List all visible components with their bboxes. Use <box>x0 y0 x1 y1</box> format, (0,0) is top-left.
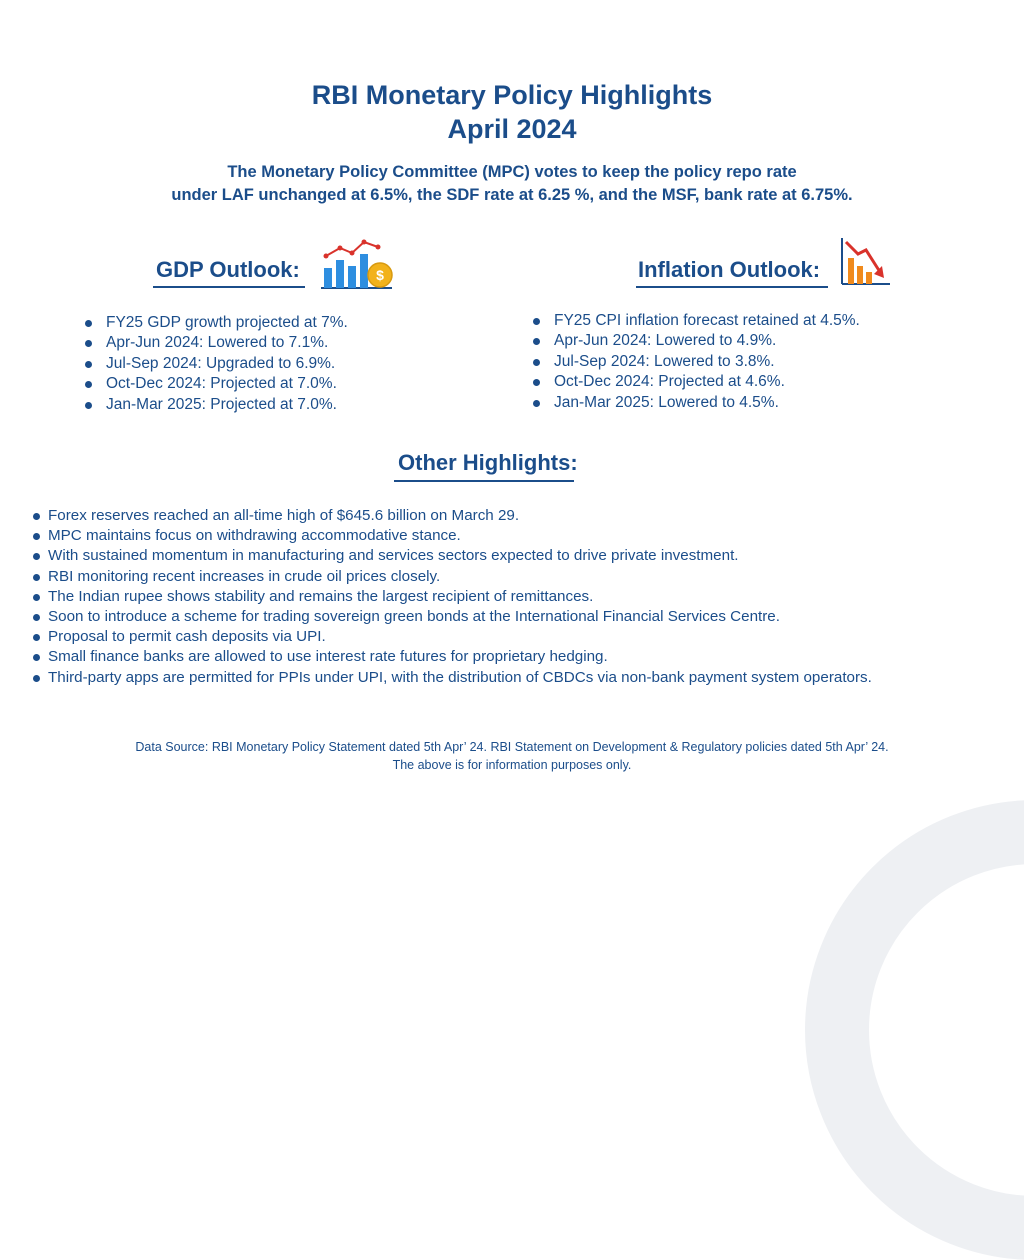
gdp-outlook-heading: GDP Outlook: <box>156 257 300 282</box>
inflation-heading-underline <box>636 286 828 288</box>
list-item: Oct-Dec 2024: Projected at 7.0%. <box>82 374 348 394</box>
declining-chart-icon <box>836 236 892 288</box>
list-item: Soon to introduce a scheme for trading sovereign green bonds at the International Financial Services Centre. <box>33 607 872 627</box>
list-item: Apr-Jun 2024: Lowered to 4.9%. <box>530 331 860 351</box>
bullet-dot <box>533 338 540 345</box>
bullet-dot <box>33 533 40 540</box>
decorative-ring <box>805 800 1024 1260</box>
bullet-dot <box>33 553 40 560</box>
subtitle-line-1: The Monetary Policy Committee (MPC) votes to keep the policy repo rate <box>227 163 797 181</box>
page-title: RBI Monetary Policy Highlights <box>311 80 713 110</box>
bullet-dot <box>85 340 92 347</box>
inflation-outlook-heading: Inflation Outlook: <box>638 257 821 282</box>
other-highlights-heading: Other Highlights: <box>398 450 578 475</box>
bullet-dot <box>33 574 40 581</box>
list-item: FY25 CPI inflation forecast retained at 4.5%. <box>530 311 860 331</box>
bullet-dot <box>33 675 40 682</box>
disclaimer-note: The above is for information purposes only. <box>392 758 632 772</box>
bullet-dot <box>533 359 540 366</box>
page-title-date: April 2024 <box>447 114 577 144</box>
list-item: Jan-Mar 2025: Lowered to 4.5%. <box>530 393 860 413</box>
svg-text:$: $ <box>376 267 384 283</box>
bullet-dot <box>85 361 92 368</box>
list-item: FY25 GDP growth projected at 7%. <box>82 313 348 333</box>
bullet-dot <box>85 402 92 409</box>
bullet-dot <box>33 513 40 520</box>
list-item: With sustained momentum in manufacturing and services sectors expected to drive private investment. <box>33 546 872 566</box>
list-item: RBI monitoring recent increases in crude oil prices closely. <box>33 567 872 587</box>
bullet-dot <box>85 381 92 388</box>
list-item: Oct-Dec 2024: Projected at 4.6%. <box>530 372 860 392</box>
bullet-dot <box>533 318 540 325</box>
gdp-heading-underline <box>153 286 305 288</box>
bullet-dot <box>33 594 40 601</box>
list-item: Small finance banks are allowed to use interest rate futures for proprietary hedging. <box>33 647 872 667</box>
bullet-dot <box>533 400 540 407</box>
list-item: Jul-Sep 2024: Upgraded to 6.9%. <box>82 354 348 374</box>
bullet-dot <box>533 379 540 386</box>
list-item: Jan-Mar 2025: Projected at 7.0%. <box>82 395 348 415</box>
bullet-dot <box>33 634 40 641</box>
bar-chart-coin-icon <box>318 238 396 293</box>
list-item: Jul-Sep 2024: Lowered to 3.8%. <box>530 352 860 372</box>
data-source-note: Data Source: RBI Monetary Policy Statement dated 5th Apr’ 24. RBI Statement on Development & Regulatory policies dated 5th Apr’ 24. <box>135 740 889 754</box>
list-item: The Indian rupee shows stability and remains the largest recipient of remittances. <box>33 587 872 607</box>
subtitle-line-2: under LAF unchanged at 6.5%, the SDF rate at 6.25 %, and the MSF, bank rate at 6.75%. <box>171 186 853 204</box>
gdp-outlook-list <box>82 313 348 415</box>
list-item: Apr-Jun 2024: Lowered to 7.1%. <box>82 333 348 353</box>
list-item: Forex reserves reached an all-time high of $645.6 billion on March 29. <box>33 506 872 526</box>
other-heading-underline <box>394 480 574 482</box>
bullet-dot <box>85 320 92 327</box>
list-item: Third-party apps are permitted for PPIs under UPI, with the distribution of CBDCs via non-bank payment system operators. <box>33 668 872 688</box>
bullet-dot <box>33 614 40 621</box>
list-item: MPC maintains focus on withdrawing accommodative stance. <box>33 526 872 546</box>
bullet-dot <box>33 654 40 661</box>
other-highlights-list <box>33 506 872 688</box>
list-item: Proposal to permit cash deposits via UPI. <box>33 627 872 647</box>
inflation-outlook-list <box>530 311 860 413</box>
